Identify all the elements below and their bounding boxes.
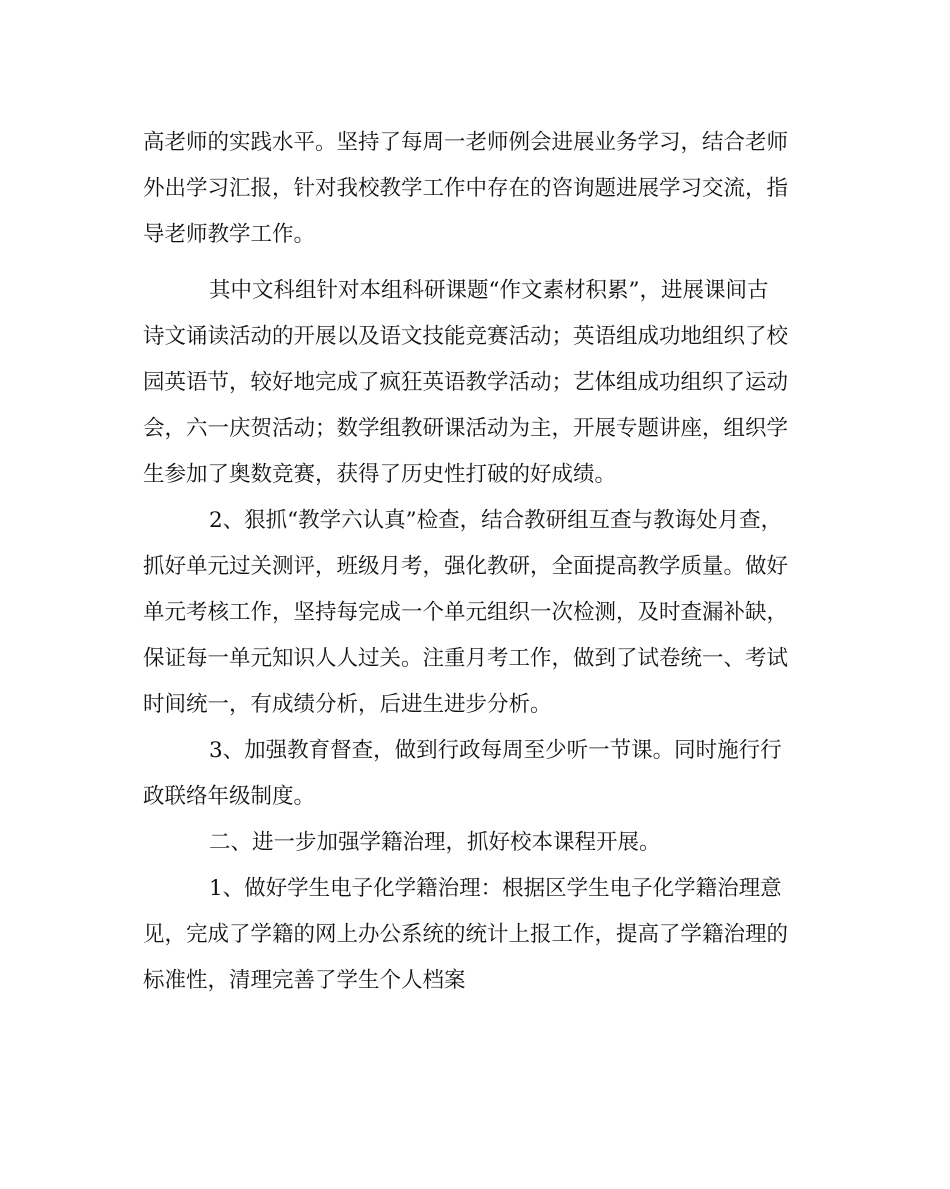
paragraph-5 <box>143 820 808 866</box>
text-line: 2、狠抓“教学六认真”检查，结合教研组互查与教诲处月查， <box>209 508 783 533</box>
text-line: 1、做好学生电子化学籍治理：根据区学生电子化学籍治理意 <box>209 876 782 901</box>
text-line: 见，完成了学籍的网上办公系统的统计上报工作，提高了学籍治理的 <box>143 922 789 947</box>
text-line: 单元考核工作，坚持每完成一个单元组织一次检测，及时查漏补缺， <box>143 600 789 625</box>
text-line: 园英语节，较好地完成了疯狂英语教学活动；艺体组成功组织了运动 <box>143 370 789 395</box>
text-line: 外出学习汇报，针对我校教学工作中存在的咨询题进展学习交流，指 <box>143 176 789 201</box>
text-line: 生参加了奥数竞赛，获得了历史性打破的好成绩。 <box>143 462 617 487</box>
text-line: 抓好单元过关测评，班级月考，强化教研，全面提高教学质量。做好 <box>143 554 789 579</box>
paragraph-6 <box>143 866 808 1004</box>
paragraph-gap <box>143 258 808 268</box>
text-line: 高老师的实践水平。坚持了每周一老师例会进展业务学习，结合老师 <box>143 130 789 155</box>
text-line: 导老师教学工作。 <box>143 222 316 247</box>
text-line: 标准性，清理完善了学生个人档案 <box>143 968 466 993</box>
text-line: 政联络年级制度。 <box>143 784 316 809</box>
text-line: 保证每一单元知识人人过关。注重月考工作，做到了试卷统一、考试 <box>143 646 789 671</box>
document-body <box>143 120 808 1004</box>
text-line: 其中文科组针对本组科研课题“作文素材积累”，进展课间古 <box>209 278 769 303</box>
section-heading: 二、进一步加强学籍治理，抓好校本课程开展。 <box>209 830 661 855</box>
text-line: 诗文诵读活动的开展以及语文技能竞赛活动；英语组成功地组织了校 <box>143 324 789 349</box>
text-line: 时间统一，有成绩分析，后进生进步分析。 <box>143 692 552 717</box>
text-line: 3、加强教育督查，做到行政每周至少听一节课。同时施行行 <box>209 738 782 763</box>
text-line: 会，六一庆贺活动；数学组教研课活动为主，开展专题讲座，组织学 <box>143 416 789 441</box>
paragraph-3 <box>143 498 808 728</box>
paragraph-4 <box>143 728 808 820</box>
paragraph-1 <box>143 120 808 258</box>
paragraph-2 <box>143 268 808 498</box>
